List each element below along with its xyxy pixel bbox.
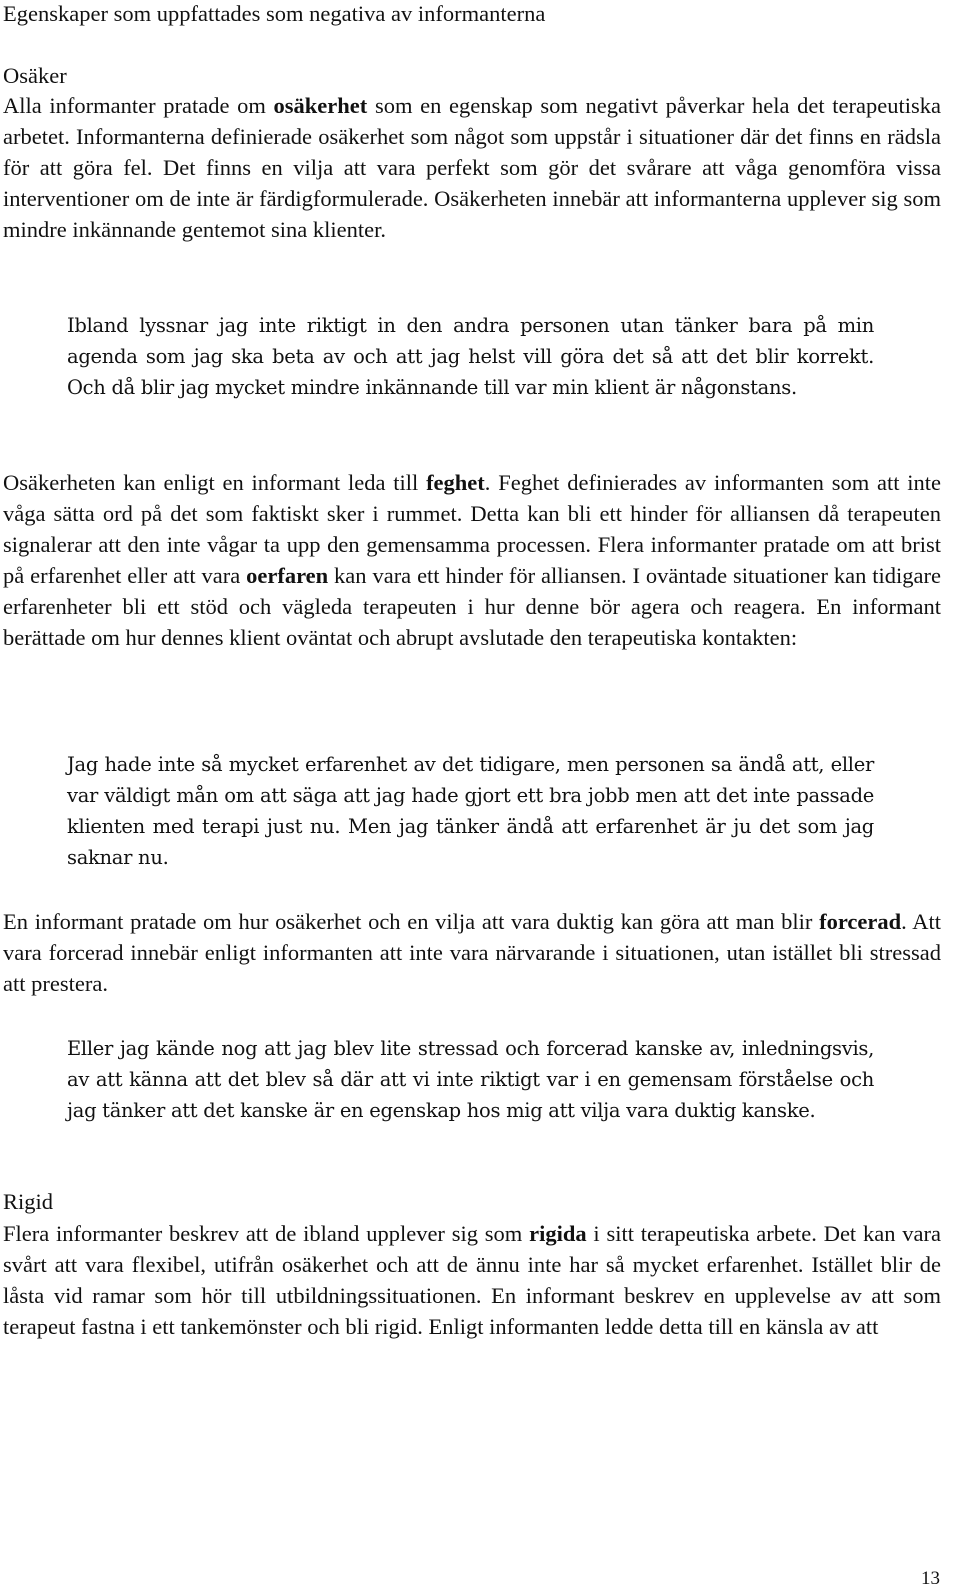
paragraph-text: En informant pratade om hur osäkerhet och en vilja att vara duktig kan göra att man blir	[3, 909, 820, 934]
paragraph-text: Alla informanter pratade om	[3, 93, 274, 118]
paragraph-text: . Feghet definierades av informanten som att inte våga sätta ord på det som faktiskt sker i rummet. Detta kan bli ett hinder för alliansen då terapeuten signalerar att den inte vågar ta upp den gemensamma processen. Flera informanter pratade om att brist på erfarenhet eller att vara	[3, 470, 941, 588]
paragraph-text: som en egenskap som negativt påverkar hela det terapeutiska arbetet. Informanterna definierade osäkerhet som något som uppstår i situationer där det finns en rädsla för att göra fel. Det finns en vilja att vara perfekt som gör det svårare att våga genomföra vissa interventioner om de inte är färdigformulerade. Osäkerheten innebär att informanterna upplever sig som mindre inkännande gentemot sina klienter.	[3, 93, 941, 242]
paragraph-text: Osäkerheten kan enligt en informant leda till	[3, 470, 427, 495]
quote-ibland: Ibland lyssnar jag inte riktigt in den andra personen utan tänker bara på min agenda som jag ska beta av och att jag helst vill göra det så att det blir korrekt. Och då blir jag mycket mindre inkännande till var min klient är någonstans.	[67, 314, 874, 399]
paragraph-text: kan vara ett hinder för alliansen. I oväntade situationer kan tidigare erfarenheter bli ett stöd och vägleda terapeuten i hur denne bör agera och reagera. En informant berättade om hur dennes klient oväntat och abrupt avslutade den terapeutiska kontakten:	[3, 563, 941, 650]
paragraph-text: . Att vara forcerad innebär enligt informanten att inte vara närvarande i situationen, utan istället bli stressad att prestera.	[3, 909, 941, 996]
subheading-osaker: Osäker	[3, 63, 67, 88]
paragraph-forcerad	[3, 906, 941, 999]
quote-eller-jag: Eller jag kände nog att jag blev lite stressad och forcerad kanske av, inledningsvis, av att känna att det blev så där att vi inte riktigt var i en gemensam förståelse och jag tänker att det kanske är en egenskap hos mig att vilja vara duktig kanske.	[67, 1037, 874, 1122]
keyword-forcerad: forcerad	[819, 909, 902, 934]
keyword-feghet: feghet	[426, 470, 485, 495]
page-number: 13	[921, 1568, 940, 1589]
paragraph-rigid	[3, 1218, 941, 1342]
paragraph-text: i sitt terapeutiska arbete. Det kan vara svårt att vara flexibel, utifrån osäkerhet och att de ännu inte har så mycket erfarenhet. Istället blir de låsta vid ramar som hör till utbildningssituationen. En informant beskrev en upplevelse av att som terapeut fastna i ett tankemönster och bli rigid. Enligt informanten ledde detta till en känsla av att	[3, 1221, 941, 1339]
keyword-oerfaren: oerfaren	[246, 563, 329, 588]
keyword-rigida: rigida	[529, 1221, 587, 1246]
paragraph-feghet	[3, 467, 941, 653]
paragraph-text: Flera informanter beskrev att de ibland upplever sig som	[3, 1221, 530, 1246]
quote-jag-hade: Jag hade inte så mycket erfarenhet av det tidigare, men personen sa ändå att, eller var väldigt mån om att säga att jag hade gjort ett bra jobb men att det inte passade klienten med terapi just nu. Men jag tänker ändå att erfarenhet är ju det som jag saknar nu.	[67, 753, 874, 869]
section-heading: Egenskaper som uppfattades som negativa av informanterna	[3, 1, 546, 26]
keyword-osakerhet: osäkerhet	[273, 93, 368, 118]
subheading-rigid: Rigid	[3, 1189, 54, 1214]
paragraph-osakerhet	[3, 90, 941, 245]
